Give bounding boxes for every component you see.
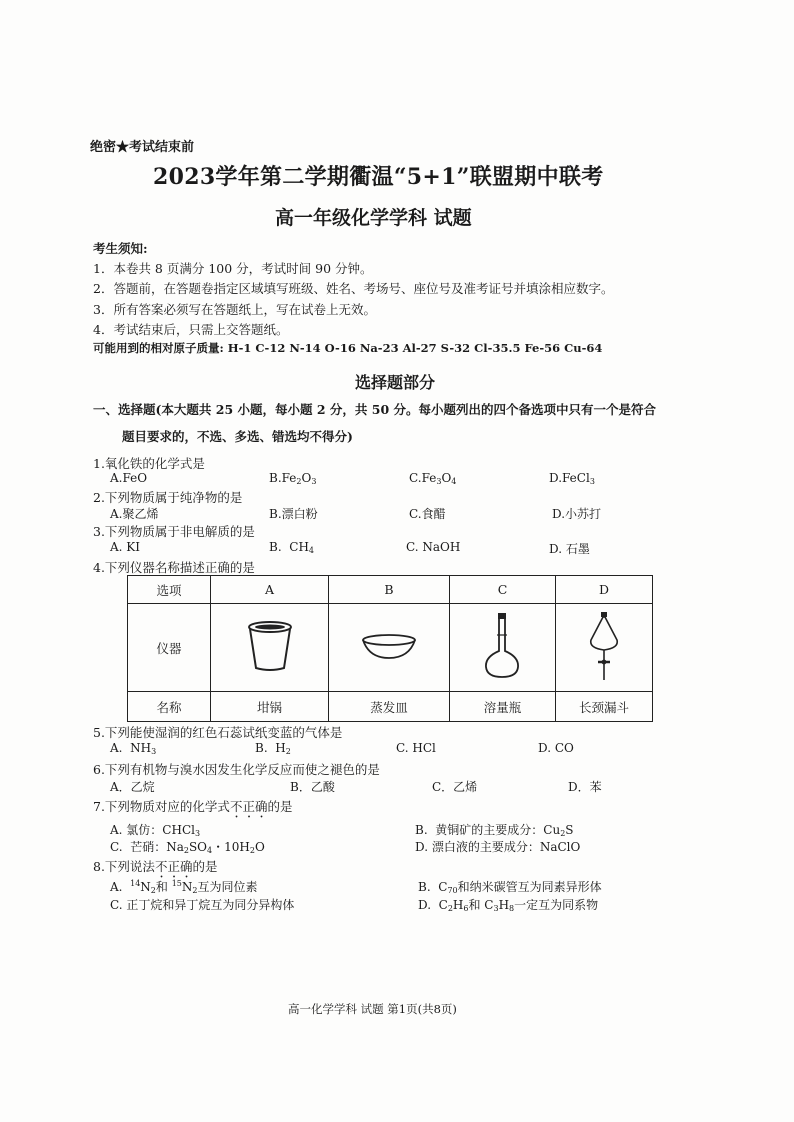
q6-option-a: A．乙烷 xyxy=(110,780,155,794)
q1-option-d: D.FeCl$_3$ xyxy=(549,471,595,486)
q7-option-b: B. 黄铜矿的主要成分：$Cu_2S$ xyxy=(415,823,574,838)
exam-subtitle: 高一年级化学学科 试题 xyxy=(275,207,472,229)
crucible-icon xyxy=(211,604,329,692)
q2-option-a: A.聚乙烯 xyxy=(110,507,159,521)
q5-option-b: B. $H_2$ xyxy=(255,741,291,756)
table-name-c: 溶量瓶 xyxy=(450,692,556,722)
q7-stem: 7.下列物质对应的化学式不正确的是 xyxy=(93,799,293,814)
notice-heading: 考生须知: xyxy=(93,241,148,256)
q7-option-d: D. 漂白液的主要成分：NaClO xyxy=(415,840,581,854)
q3-stem: 3.下列物质属于非电解质的是 xyxy=(93,524,255,539)
table-header-d: D xyxy=(556,576,653,604)
page-footer: 高一化学学科 试题 第1页(共8页) xyxy=(288,1002,457,1016)
q6-stem: 6.下列有机物与溴水因发生化学反应而使之褪色的是 xyxy=(93,762,380,777)
q6-option-c: C．乙烯 xyxy=(432,780,478,794)
q5-option-c: C. HCl xyxy=(396,741,436,755)
table-row-label: 仪器 xyxy=(128,604,211,692)
table-name-a: 坩锅 xyxy=(211,692,329,722)
separatory-funnel-icon xyxy=(556,604,653,692)
evaporating-dish-icon xyxy=(329,604,450,692)
table-name-d: 长颈漏斗 xyxy=(556,692,653,722)
q7-option-c: C. 芒硝：$Na_2SO_4$・$10H_2O$ xyxy=(110,840,265,855)
q3-option-a: A. KI xyxy=(110,540,140,554)
notice-item-4: 4．考试结束后，只需上交答题纸。 xyxy=(93,322,289,337)
q3-option-c: C. NaOH xyxy=(406,540,461,554)
atomic-mass-line: 可能用到的相对原子质量: H-1 C-12 N-14 O-16 Na-23 Al-27 S-32 Cl-35.5 Fe-56 Cu-64 xyxy=(93,341,603,355)
q2-option-d: D.小苏打 xyxy=(552,507,602,521)
q2-option-c: C.食醋 xyxy=(409,507,446,521)
q3-option-d: D. 石墨 xyxy=(549,542,590,556)
q8-option-d: D. $C_2H_6$和 $C_3H_8$一定互为同系物 xyxy=(418,898,599,913)
exam-title: 2023学年第二学期衢温“5+1”联盟期中联考 xyxy=(153,164,604,190)
q6-option-d: D．苯 xyxy=(568,780,602,794)
q6-option-b: B．乙酸 xyxy=(290,780,335,794)
table-name-label: 名称 xyxy=(128,692,211,722)
q1-option-c: $C.Fe_3O_4$ xyxy=(409,471,457,486)
q4-stem: 4.下列仪器名称描述正确的是 xyxy=(93,560,255,575)
notice-item-3: 3．所有答案必须写在答题纸上，写在试卷上无效。 xyxy=(93,302,376,317)
volumetric-flask-icon xyxy=(450,604,556,692)
q3-option-b: B. $CH_4$ xyxy=(269,540,315,555)
q5-stem: 5.下列能使湿润的红色石蕊试纸变蓝的气体是 xyxy=(93,725,343,740)
q8-stem: 8.下列说法不正确的是 xyxy=(93,859,218,874)
q8-option-c: C. 正丁烷和异丁烷互为同分异构体 xyxy=(110,898,295,912)
q1-stem: 1.氧化铁的化学式是 xyxy=(93,456,205,471)
q8-option-b: B. $C_{70}$和纳米碳管互为同素异形体 xyxy=(418,880,602,895)
table-header-a: A xyxy=(211,576,329,604)
table-header-c: C xyxy=(450,576,556,604)
section-intro-2: 题目要求的，不选、多选、错选均不得分) xyxy=(122,429,353,444)
q2-stem: 2.下列物质属于纯净物的是 xyxy=(93,490,243,505)
q5-option-d: D. CO xyxy=(538,741,574,755)
notice-item-1: 1．本卷共 8 页满分 100 分，考试时间 90 分钟。 xyxy=(93,261,373,276)
section-title: 选择题部分 xyxy=(355,373,436,392)
table-header-b: B xyxy=(329,576,450,604)
q5-option-a: A. $NH_3$ xyxy=(110,741,157,756)
secret-label: 绝密★考试结束前 xyxy=(90,140,195,155)
q7-option-a: A. 氯仿：CHCl$_3$ xyxy=(110,823,201,838)
q8-option-a: A. $^{14}N_2$和 $^{15}N_2$互为同位素 xyxy=(110,879,258,895)
q1-option-a: A.FeO xyxy=(110,471,148,485)
table-name-b: 蒸发皿 xyxy=(329,692,450,722)
q1-option-b: $B.Fe_2O_3$ xyxy=(269,471,317,486)
notice-item-2: 2．答题前，在答题卷指定区域填写班级、姓名、考场号、座位号及准考证号并填涂相应数字。 xyxy=(93,281,614,296)
instrument-table xyxy=(127,575,653,722)
section-intro-1: 一、选择题(本大题共 25 小题，每小题 2 分，共 50 分。每小题列出的四个备选项中只有一个是符合 xyxy=(93,402,657,417)
q2-option-b: B.漂白粉 xyxy=(269,507,318,521)
table-header-option: 选项 xyxy=(128,576,211,604)
